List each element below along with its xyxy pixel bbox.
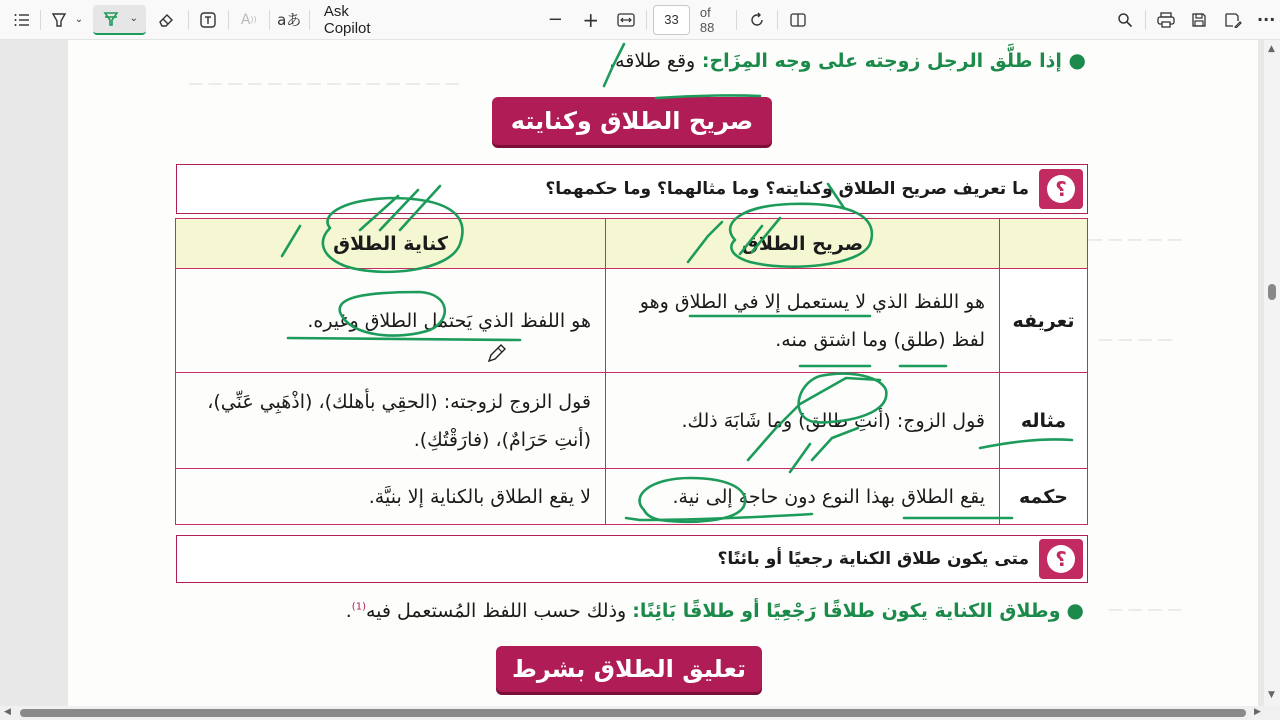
scroll-left-arrow-icon[interactable]: ◀ <box>4 707 11 717</box>
chevron-down-icon[interactable]: ⌄ <box>74 14 84 25</box>
answer-statement: ● وطلاق الكناية يكون طلاقًا رَجْعِيًا أو طلاقًا بَائِنًا: وذلك حسب اللفظ المُستعمل فيه$^{(1)}$. <box>345 598 1084 622</box>
answer-statement-lead: وطلاق الكناية يكون طلاقًا رَجْعِيًا أو طلاقًا بَائِنًا: <box>632 600 1061 622</box>
search-icon[interactable] <box>1111 5 1139 35</box>
toolbar-divider <box>1145 10 1146 30</box>
table-header-sarih: صريح الطلاق <box>606 219 1000 269</box>
row-label: تعريفه <box>1000 269 1088 373</box>
text-box-icon[interactable] <box>195 5 223 35</box>
ask-copilot-button[interactable]: Ask Copilot <box>323 2 371 37</box>
toolbar-divider <box>736 10 737 30</box>
question-text: متى يكون طلاق الكناية رجعيًا أو بائنًا؟ <box>717 549 1029 569</box>
question-text: ما تعريف صريح الطلاق وكنايته؟ وما مثالهما؟ وما حكمهما؟ <box>545 179 1029 199</box>
toolbar-divider <box>269 10 270 30</box>
row-label: مثاله <box>1000 373 1088 469</box>
fit-width-icon[interactable] <box>613 5 641 35</box>
eraser-icon[interactable] <box>150 5 181 35</box>
page-number-input[interactable]: 33 <box>653 5 690 35</box>
rotate-icon[interactable] <box>743 5 771 35</box>
chevron-down-icon: ⌄ <box>129 13 138 24</box>
bleed-through-text: — — — — <box>1108 600 1183 618</box>
contents-list-icon[interactable] <box>10 5 34 35</box>
scroll-down-arrow-icon[interactable]: ▼ <box>1268 690 1275 700</box>
highlight-icon[interactable] <box>47 5 71 35</box>
vertical-scrollbar-thumb[interactable] <box>1268 284 1276 300</box>
toolbar-divider <box>777 10 778 30</box>
bleed-through-text: — — — — <box>1098 330 1173 348</box>
scroll-up-arrow-icon[interactable]: ▲ <box>1268 44 1275 54</box>
translate-icon[interactable]: aあ <box>277 11 302 29</box>
table-cell: هو اللفظ الذي يَحتمل الطلاق وغيره. <box>176 269 606 373</box>
top-statement-condition: إذا طلَّق الرجل زوجته على وجه المِزَاح: <box>701 50 1062 72</box>
horizontal-scrollbar[interactable] <box>0 706 1280 720</box>
save-as-icon[interactable] <box>1219 5 1247 35</box>
table-header-corner <box>1000 219 1088 269</box>
bleed-through-text: — — — — — — — — — — — — — — <box>188 74 460 92</box>
table-row <box>176 373 1088 469</box>
top-statement-result: وقع طلاقه. <box>609 50 696 72</box>
table-cell: يقع الطلاق بهذا النوع دون حاجة إلى نية. <box>606 469 1000 525</box>
table-cell: قول الزوج: (أنتِ طالق) وما شَابَهَ ذلك. <box>606 373 1000 469</box>
vertical-scrollbar[interactable] <box>1264 40 1280 708</box>
zoom-out-button[interactable]: − <box>547 9 563 30</box>
save-icon[interactable] <box>1185 5 1213 35</box>
footnote-mark: (1) <box>351 601 366 613</box>
toolbar-divider <box>188 10 189 30</box>
pdf-toolbar <box>0 0 1280 40</box>
question-mark-icon: ؟ <box>1047 175 1075 203</box>
table-cell: لا يقع الطلاق بالكناية إلا بنيَّة. <box>176 469 606 525</box>
read-aloud-icon[interactable]: A )) <box>240 11 257 28</box>
print-icon[interactable] <box>1152 5 1180 35</box>
toolbar-divider <box>228 10 229 30</box>
comparison-table <box>175 218 1088 525</box>
table-row <box>176 269 1088 373</box>
draw-pen-icon[interactable] <box>93 5 146 35</box>
toolbar-divider <box>309 10 310 30</box>
scroll-right-arrow-icon[interactable]: ▶ <box>1254 707 1261 717</box>
toolbar-divider <box>646 10 647 30</box>
more-options-button[interactable]: ··· <box>1257 10 1276 29</box>
question-badge <box>1039 169 1083 209</box>
page-view-icon[interactable] <box>784 5 812 35</box>
document-viewer <box>0 40 1280 708</box>
row-label: حكمه <box>1000 469 1088 525</box>
section-heading: تعليق الطلاق بشرط <box>496 646 762 692</box>
pencil-cursor-icon <box>486 342 508 368</box>
section-heading: صريح الطلاق وكنايته <box>492 97 772 145</box>
table-row <box>176 469 1088 525</box>
top-statement: ● إذا طلَّق الرجل زوجته على وجه المِزَاح: وقع طلاقه. <box>609 48 1086 72</box>
table-header-row <box>176 219 1088 269</box>
question-badge <box>1039 539 1083 579</box>
question-bar <box>176 164 1088 214</box>
question-mark-icon: ؟ <box>1047 545 1075 573</box>
table-cell: قول الزوج لزوجته: (الحقِي بأهلك)، (اذْهَبِي عَنِّي)، (أنتِ حَرَامٌ)، (فارَقْتُكِ). <box>176 373 606 469</box>
bleed-through-text: — — — — — <box>1088 230 1183 248</box>
horizontal-scrollbar-thumb[interactable] <box>20 709 1246 717</box>
table-header-kinaya: كناية الطلاق <box>176 219 606 269</box>
page-total-label: of 88 <box>699 4 715 35</box>
toolbar-divider <box>40 10 41 30</box>
question-bar <box>176 535 1088 583</box>
answer-statement-body: وذلك حسب اللفظ المُستعمل فيه <box>365 600 627 622</box>
zoom-in-button[interactable]: + <box>582 7 600 32</box>
period: . <box>345 600 352 622</box>
table-cell: هو اللفظ الذي لا يستعمل إلا في الطلاق وهو لفظ (طلق) وما اشتق منه. <box>606 269 1000 373</box>
